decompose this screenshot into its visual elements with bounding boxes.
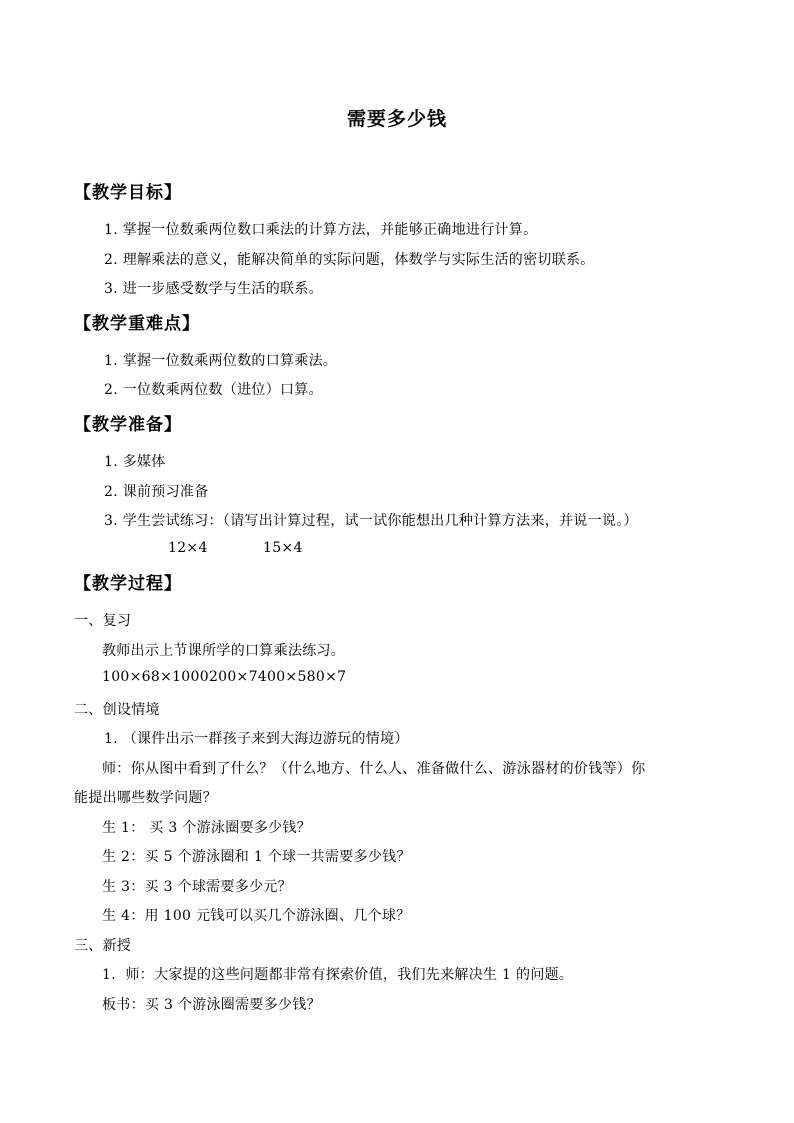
- section-heading-goals: 【教学目标】: [74, 183, 182, 203]
- exercise-expression: 15×4: [263, 540, 303, 556]
- situation-line: 生 4：用 100 元钱可以买几个游泳圈、几个球？: [102, 908, 411, 924]
- exercise-expression: 80×7: [306, 669, 347, 685]
- subsection-title-new-lesson: 三、新授: [74, 938, 132, 954]
- exercise-expression: 400×5: [257, 669, 307, 685]
- situation-line: 1. （课件出示一群孩子来到大海边游玩的情境）: [104, 731, 409, 747]
- new-lesson-line: 1．师：大家提的这些问题都非常有探索价值，我们先来解决生 1 的问题。: [102, 967, 574, 983]
- preparation-exercises: [168, 540, 303, 556]
- subsection-title-situation: 二、创设情境: [74, 702, 160, 718]
- review-text: 教师出示上节课所学的口算乘法练习。: [102, 643, 346, 659]
- section-heading-key-points: 【教学重难点】: [74, 314, 200, 334]
- exercise-expression: 12×4: [168, 540, 208, 556]
- preparation-item: 1. 多媒体: [104, 454, 166, 470]
- situation-line: 师：你从图中看到了什么？（什么地方、什么人、准备做什么、游泳器材的价钱等）你: [102, 761, 646, 777]
- review-exercises: [102, 669, 346, 685]
- goal-item: 3. 进一步感受数学与生活的联系。: [104, 281, 323, 297]
- situation-line: 生 1： 买 3 个游泳圈要多少钱？: [102, 820, 312, 836]
- new-lesson-line: 板书：买 3 个游泳圈需要多少钱？: [102, 997, 321, 1013]
- goal-item: 1. 掌握一位数乘两位数口乘法的计算方法，并能够正确地进行计算。: [104, 222, 538, 238]
- goal-item: 2. 理解乘法的意义，能解决简单的实际问题，体数学与实际生活的密切联系。: [104, 252, 595, 268]
- key-point-item: 1. 掌握一位数乘两位数的口算乘法。: [104, 353, 338, 369]
- preparation-item: 3. 学生尝试练习：（请写出计算过程，试一试你能想出几种计算方法来，并说一说。）: [104, 513, 638, 529]
- exercise-expression: 100×6: [102, 669, 151, 685]
- section-heading-process: 【教学过程】: [74, 574, 182, 594]
- document-title: 需要多少钱: [346, 108, 447, 130]
- subsection-title-review: 一、复习: [74, 613, 132, 629]
- exercise-expression: 8×1000: [150, 669, 209, 685]
- situation-line: 生 2：买 5 个游泳圈和 1 个球一共需要多少钱？: [102, 849, 411, 865]
- situation-line: 生 3：买 3 个球需要多少元？: [102, 879, 292, 895]
- section-heading-preparation: 【教学准备】: [74, 415, 182, 435]
- situation-line: 能提出哪些数学问题？: [74, 790, 217, 806]
- exercise-expression: 200×7: [208, 669, 258, 685]
- preparation-item: 2. 课前预习准备: [104, 484, 209, 500]
- key-point-item: 2. 一位数乘两位数（进位）口算。: [104, 382, 323, 398]
